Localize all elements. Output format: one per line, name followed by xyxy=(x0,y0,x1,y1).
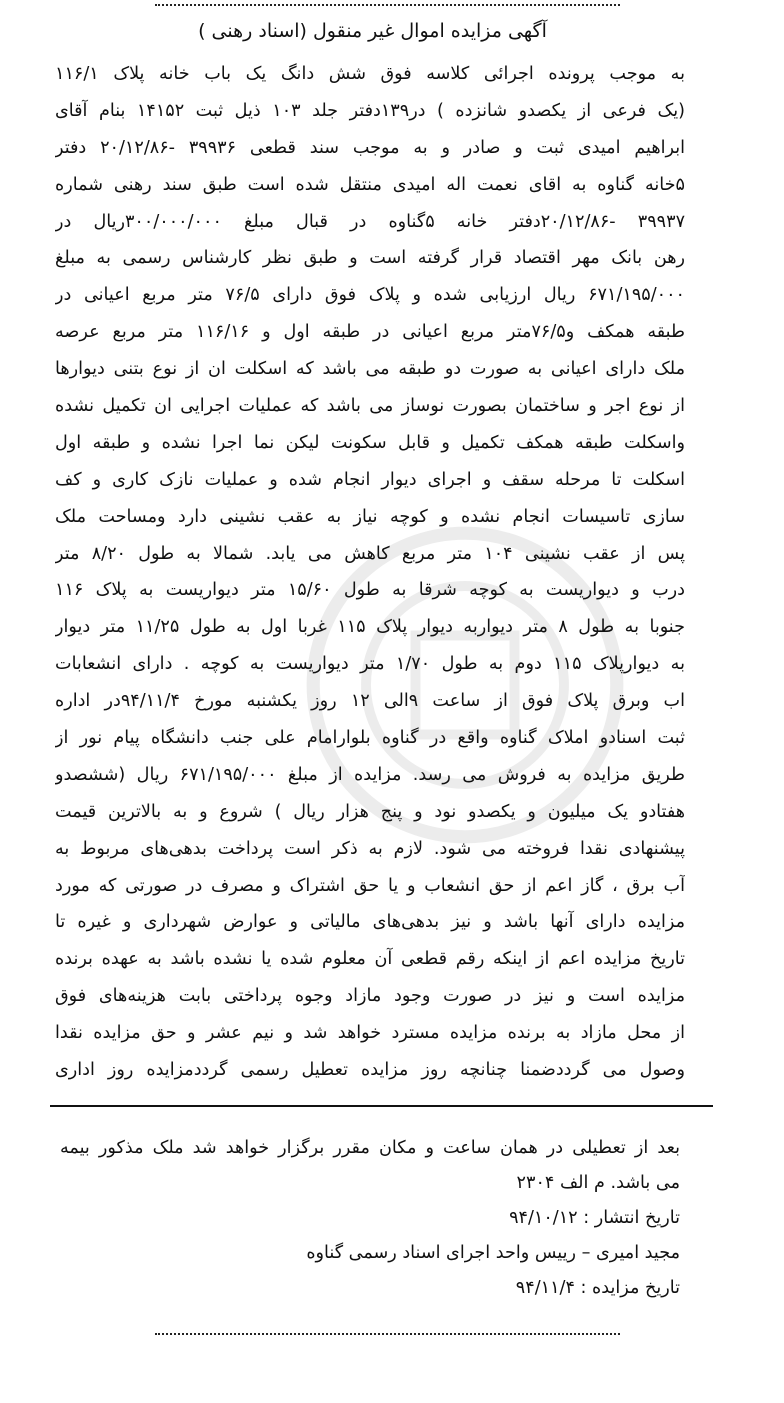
body-line: ۵خانه گناوه به اقای نعمت اله امیدی منتقل شده است طبق سند رهنی شماره xyxy=(55,174,685,195)
body-line: تاریخ مزایده اعم از اینکه رقم قطعی آن معلوم شده یا نشده باشد به عهده برنده xyxy=(55,949,685,970)
body-line: جنوبا به طول ۸ متر دیواربه دیوار پلاک ۱۱۵ غربا اول به طول ۱۱/۲۵ متر دیوار xyxy=(55,617,685,638)
body-line: درب و دیواریست به کوچه شرقا به طول ۱۵/۶۰ متر دیواریست به پلاک ۱۱۶ xyxy=(55,580,685,601)
body-line: اب وبرق پلاک فوق از ساعت ۹الی ۱۲ روز یکشنبه مورخ ۹۴/۱۱/۴در اداره xyxy=(55,691,685,712)
body-line: آب برق ، گاز اعم از حق انشعاب و یا حق اشتراک و مصرف در صورتی که مورد xyxy=(55,875,685,896)
body-line: هفتادو یک میلیون و یکصدو نود و پنج هزار ریال ) شروع و به بالاترین قیمت xyxy=(55,801,685,822)
body-line: سازی تاسیسات انجام نشده و کوچه نیاز به عقب نشینی دارد ومساحت ملک xyxy=(55,506,685,527)
signatory: مجید امیری – رییس واحد اجرای اسناد رسمی گناوه xyxy=(306,1243,680,1263)
reference-number: می باشد. م الف ۲۳۰۴ xyxy=(516,1173,680,1193)
notice-body xyxy=(55,56,685,1089)
body-line: طبقه همکف و۷۶/۵متر مربع اعیانی در طبقه اول و ۱۱۶/۱۶ متر مربع عرصه xyxy=(55,322,685,343)
body-line: از محل مازاد به برنده مزایده مسترد خواهد شد و نیم عشر و حق مزایده نقدا xyxy=(55,1023,685,1044)
body-line: از نوع اجر و ساختمان بصورت نوساز می باشد که عملیات اجرایی ان تکمیل نشده xyxy=(55,396,685,417)
body-line: ۶۷۱/۱۹۵/۰۰۰ ریال ارزیابی شده و پلاک فوق دارای ۷۶/۵ متر مربع اعیانی در xyxy=(55,285,685,306)
body-line: پس از عقب نشینی ۱۰۴ متر مربع کاهش می یابد. شمالا به طول ۸/۲۰ متر xyxy=(55,543,685,564)
publish-date: تاریخ انتشار : ۹۴/۱۰/۱۲ xyxy=(509,1208,680,1228)
bottom-dotted-divider xyxy=(155,1333,620,1335)
auction-date: تاریخ مزایده : ۹۴/۱۱/۴ xyxy=(515,1278,680,1298)
body-line: پیشنهادی نقدا فروخته می شود. لازم به ذکر است پرداخت بدهی‌های مربوط به xyxy=(55,838,685,859)
notice-title: آگهی مزایده اموال غیر منقول (اسناد رهنی ) xyxy=(198,20,547,42)
body-line: رهن بانک مهر اقتصاد قرار گرفته است و طبق نظر کارشناس رسمی به مبلغ xyxy=(55,248,685,269)
notice-footer xyxy=(60,1131,680,1306)
top-dotted-divider xyxy=(155,4,620,6)
footer-line: بعد از تعطیلی در همان ساعت و مکان مقرر برگزار خواهد شد ملک مذکور بیمه xyxy=(60,1138,680,1158)
body-line: ملک دارای اعیانی به صورت دو طبقه می باشد که اسکلت ان از نوع بتنی دیوارها xyxy=(55,359,685,380)
body-line: مزایده است و نیز در صورت وجود مازاد وجوه پرداختی بابت هزینه‌های فوق xyxy=(55,986,685,1007)
section-separator xyxy=(50,1105,713,1107)
body-line: ابراهیم امیدی ثبت و صادر و به موجب سند قطعی ۳۹۹۳۶ -۲۰/۱۲/۸۶ دفتر xyxy=(55,137,685,158)
body-line: ۳۹۹۳۷ -۲۰/۱۲/۸۶دفتر خانه ۵گناوه در قبال مبلغ ۳۰۰/۰۰۰/۰۰۰ریال در xyxy=(55,211,685,232)
body-line: به موجب پرونده اجرائی کلاسه فوق شش دانگ یک باب خانه پلاک ۱۱۶/۱ xyxy=(55,64,685,84)
body-line: مزایده دارای آنها باشد و نیز بدهی‌های مالیاتی و عوارض شهرداری و غیره تا xyxy=(55,912,685,933)
body-line: وصول می گرددضمنا چنانچه روز مزایده تعطیل رسمی گرددمزایده روز اداری xyxy=(55,1060,685,1081)
body-line: ثبت اسنادو املاک گناوه واقع در گناوه بلوارامام علی جنب دانشگاه پیام نور از xyxy=(55,728,685,749)
body-line: واسکلت طبقه همکف تکمیل و قابل سکونت لیکن نما اجرا نشده و طبقه اول xyxy=(55,432,685,453)
body-line: اسکلت تا مرحله سقف و اجرای دیوار انجام شده و عملیات نازک کاری و کف xyxy=(55,469,685,490)
body-line: طریق مزایده به فروش می رسد. مزایده از مبلغ ۶۷۱/۱۹۵/۰۰۰ ریال (ششصدو xyxy=(55,764,685,785)
body-line: (یک فرعی از یکصدو شانزده ) در۱۳۹دفتر جلد ۱۰۳ ذیل ثبت ۱۴۱۵۲ بنام آقای xyxy=(55,100,685,121)
body-line: به دیوارپلاک ۱۱۵ دوم به طول ۱/۷۰ متر دیواریست به کوچه . دارای انشعابات xyxy=(55,654,685,675)
